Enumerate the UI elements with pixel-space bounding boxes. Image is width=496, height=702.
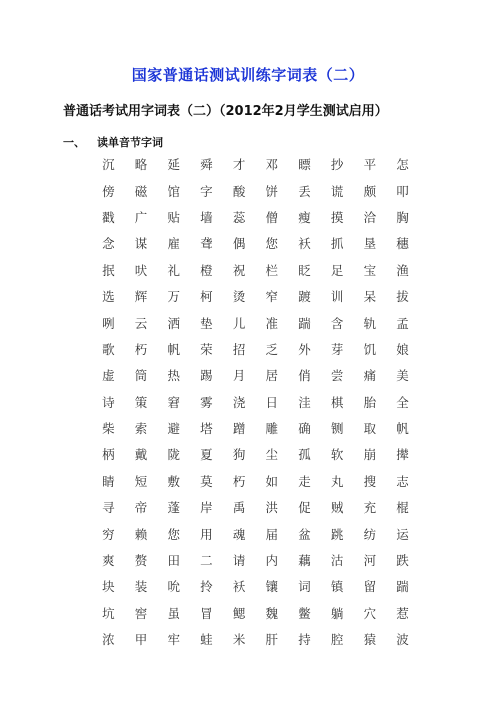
character-cell: 惹 [396,605,409,621]
character-cell: 胎 [363,394,377,410]
character-cell: 波 [396,632,409,648]
character-cell: 吮 [167,579,180,595]
character-cell: 热 [167,368,180,384]
character-row [92,441,422,467]
character-cell: 雾 [200,394,213,410]
character-cell: 烫 [232,289,246,305]
character-cell: 磁 [134,183,148,199]
character-cell: 窖 [134,605,148,621]
character-cell: 帆 [167,341,180,357]
character-cell: 傍 [102,183,115,199]
character-cell: 肝 [265,632,279,648]
character-cell: 赘 [134,553,148,569]
character-cell: 踹 [298,315,311,331]
character-cell: 摸 [330,209,344,225]
character-cell: 尝 [330,368,344,384]
character-cell: 拎 [200,579,213,595]
character-cell: 踱 [298,289,311,305]
character-cell: 穗 [396,236,409,252]
character-cell: 蹭 [232,421,246,437]
character-cell: 蛙 [200,632,213,648]
character-cell: 朽 [232,473,246,489]
character-cell: 跌 [396,553,409,569]
character-cell: 狗 [232,447,246,463]
character-cell: 袄 [232,579,246,595]
character-cell: 取 [363,421,377,437]
character-cell: 田 [167,553,180,569]
character-cell: 轨 [363,315,377,331]
character-cell: 蕊 [232,209,246,225]
character-row [92,151,422,177]
character-row [92,336,422,362]
character-row [92,520,422,546]
character-cell: 如 [265,473,279,489]
character-cell: 莫 [200,473,213,489]
character-row [92,600,422,626]
character-row [92,494,422,520]
character-cell: 敷 [167,473,180,489]
character-cell: 瘦 [298,209,311,225]
character-cell: 棋 [330,394,344,410]
character-cell: 睛 [102,473,115,489]
character-cell: 窘 [167,394,180,410]
character-cell: 饼 [265,183,279,199]
character-cell: 万 [167,289,180,305]
character-cell: 瞟 [298,157,311,173]
character-cell: 蓬 [167,500,180,516]
character-grid [92,151,422,652]
character-cell: 日 [265,394,279,410]
character-cell: 魏 [265,605,279,621]
character-row [92,283,422,309]
character-cell: 抄 [330,157,344,173]
character-cell: 沽 [330,553,344,569]
character-cell: 拔 [396,289,409,305]
character-cell: 外 [298,341,311,357]
character-cell: 训 [330,289,344,305]
character-cell: 招 [232,341,246,357]
character-cell: 河 [363,553,377,569]
character-cell: 字 [200,183,213,199]
character-cell: 撵 [396,447,409,463]
character-row [92,309,422,335]
character-cell: 帝 [134,500,148,516]
character-row [92,415,422,441]
character-cell: 略 [134,157,148,173]
character-cell: 镇 [330,579,344,595]
character-cell: 选 [102,289,115,305]
character-cell: 浇 [232,394,246,410]
character-cell: 走 [298,473,311,489]
character-cell: 抓 [330,236,344,252]
character-cell: 眨 [298,262,311,278]
character-cell: 盆 [298,526,311,542]
character-cell: 礼 [167,262,180,278]
character-cell: 戳 [102,209,115,225]
character-cell: 袄 [298,236,311,252]
character-cell: 丸 [330,473,344,489]
character-cell: 朽 [134,341,148,357]
character-cell: 洽 [363,209,377,225]
character-cell: 持 [298,632,311,648]
character-cell: 舜 [200,157,213,173]
character-row [92,573,422,599]
character-cell: 墙 [200,209,213,225]
character-cell: 避 [167,421,180,437]
character-cell: 平 [363,157,377,173]
character-cell: 躺 [330,605,344,621]
character-cell: 橙 [200,262,213,278]
character-cell: 云 [134,315,148,331]
character-cell: 居 [265,368,279,384]
character-cell: 垦 [363,236,377,252]
character-cell: 孟 [396,315,409,331]
character-cell: 筒 [134,368,148,384]
section-number: 一、 [63,136,85,149]
character-cell: 塔 [200,421,213,437]
character-cell: 歌 [102,341,115,357]
character-cell: 全 [396,394,409,410]
character-cell: 魂 [232,526,246,542]
character-cell: 辉 [134,289,148,305]
character-cell: 穷 [102,526,115,542]
character-row [92,204,422,230]
character-cell: 月 [232,368,246,384]
character-cell: 内 [265,553,279,569]
character-cell: 请 [232,553,246,569]
character-cell: 柴 [102,421,115,437]
character-cell: 赖 [134,526,148,542]
character-cell: 俏 [298,368,311,384]
character-cell: 运 [396,526,409,542]
character-cell: 祝 [232,262,246,278]
character-cell: 足 [330,262,344,278]
character-cell: 准 [265,315,279,331]
character-cell: 踹 [396,579,409,595]
character-cell: 乏 [265,341,279,357]
character-row [92,177,422,203]
character-cell: 藕 [298,553,311,569]
character-cell: 饥 [363,341,377,357]
character-cell: 策 [134,394,148,410]
character-cell: 块 [102,579,115,595]
document-title: 国家普通话测试训练字词表（二） [131,66,365,84]
character-cell: 陇 [167,447,180,463]
character-cell: 聋 [200,236,213,252]
character-cell: 夏 [200,447,213,463]
character-cell: 纺 [363,526,377,542]
character-cell: 牢 [167,632,180,648]
character-cell: 谎 [330,183,344,199]
character-cell: 荣 [200,341,213,357]
character-cell: 棍 [396,500,409,516]
character-cell: 镶 [265,579,279,595]
character-cell: 铡 [330,421,344,437]
character-cell: 寻 [102,500,115,516]
character-cell: 咧 [102,315,115,331]
character-cell: 念 [102,236,115,252]
character-cell: 酸 [232,183,246,199]
character-cell: 洼 [298,394,311,410]
character-cell: 冒 [200,605,213,621]
character-cell: 渔 [396,262,409,278]
character-cell: 柯 [200,289,213,305]
character-cell: 美 [396,368,409,384]
character-cell: 确 [298,421,311,437]
character-cell: 留 [363,579,377,595]
character-cell: 诗 [102,394,115,410]
character-cell: 怎 [396,157,409,173]
character-cell: 馆 [167,183,180,199]
character-cell: 洪 [265,500,279,516]
character-cell: 芽 [330,341,344,357]
character-cell: 谋 [134,236,148,252]
character-cell: 索 [134,421,148,437]
character-cell: 用 [200,526,213,542]
character-cell: 才 [232,157,246,173]
character-cell: 米 [232,632,246,648]
character-cell: 崩 [363,447,377,463]
character-cell: 含 [330,315,344,331]
character-cell: 叩 [396,183,409,199]
character-cell: 娘 [396,341,409,357]
character-cell: 宝 [363,262,377,278]
character-cell: 装 [134,579,148,595]
character-cell: 僧 [265,209,279,225]
character-row [92,389,422,415]
character-cell: 虚 [102,368,115,384]
character-cell: 促 [298,500,311,516]
character-cell: 禹 [232,500,246,516]
character-cell: 儿 [232,315,246,331]
character-cell: 延 [167,157,180,173]
character-cell: 广 [134,209,148,225]
character-cell: 贼 [330,500,344,516]
character-row [92,547,422,573]
character-cell: 猿 [363,632,377,648]
character-cell: 邓 [265,157,279,173]
character-cell: 雕 [265,421,279,437]
character-row [92,230,422,256]
character-row [92,626,422,652]
character-cell: 柄 [102,447,115,463]
character-row [92,468,422,494]
character-cell: 虽 [167,605,180,621]
character-cell: 雇 [167,236,180,252]
character-cell: 志 [396,473,409,489]
character-cell: 您 [167,526,180,542]
character-cell: 岸 [200,500,213,516]
character-cell: 洒 [167,315,180,331]
character-cell: 浓 [102,632,115,648]
character-cell: 跳 [330,526,344,542]
character-cell: 垫 [200,315,213,331]
character-cell: 帆 [396,421,409,437]
character-cell: 沉 [102,157,115,173]
character-cell: 鳖 [298,605,311,621]
character-cell: 痛 [363,368,377,384]
character-row [92,257,422,283]
character-cell: 二 [200,553,213,569]
character-cell: 充 [363,500,377,516]
character-cell: 届 [265,526,279,542]
character-cell: 抿 [102,262,115,278]
character-cell: 栏 [265,262,279,278]
character-cell: 丢 [298,183,311,199]
character-cell: 坑 [102,605,115,621]
character-cell: 戴 [134,447,148,463]
character-cell: 踢 [200,368,213,384]
character-cell: 呆 [363,289,377,305]
document-subtitle: 普通话考试用字词表（二）（2012年2月学生测试启用） [63,104,388,119]
character-cell: 胸 [396,209,409,225]
character-cell: 鳃 [232,605,246,621]
section-label: 读单音节字词 [97,136,163,149]
section-heading [63,134,163,150]
character-cell: 吠 [134,262,148,278]
character-cell: 搜 [363,473,377,489]
character-cell: 颇 [363,183,377,199]
character-cell: 贴 [167,209,180,225]
character-row [92,362,422,388]
character-cell: 腔 [330,632,344,648]
character-cell: 孤 [298,447,311,463]
character-cell: 软 [330,447,344,463]
character-cell: 词 [298,579,311,595]
character-cell: 穴 [363,605,377,621]
character-cell: 短 [134,473,148,489]
character-cell: 您 [265,236,279,252]
character-cell: 尘 [265,447,279,463]
character-cell: 爽 [102,553,115,569]
character-cell: 窄 [265,289,279,305]
character-cell: 甲 [134,632,148,648]
character-cell: 偶 [232,236,246,252]
